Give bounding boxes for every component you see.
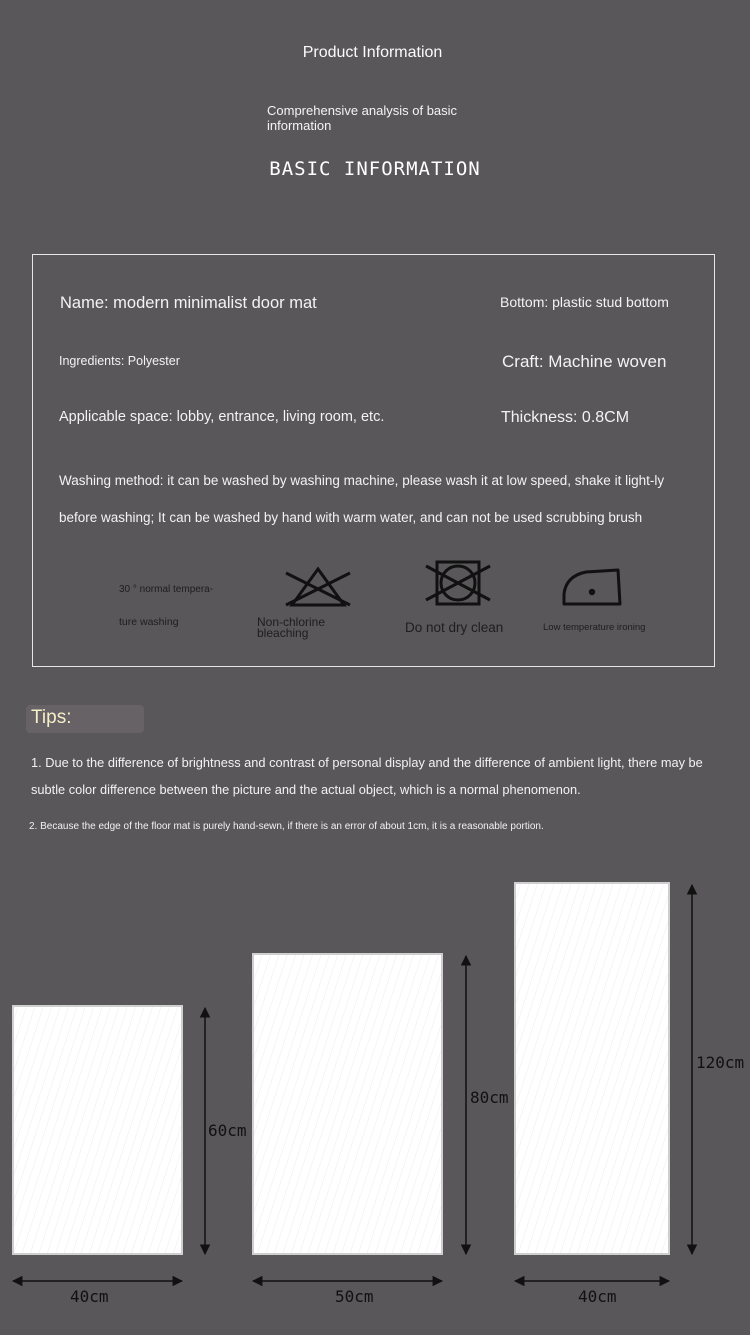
page-title: Product Information xyxy=(302,44,443,61)
care-wash-line2: ture washing xyxy=(119,616,179,628)
tip-1: 1. Due to the difference of brightness and contrast of personal display and the difference of ambient light, there may be subtle color difference between the picture and the actual object, which is a normal phenomenon. xyxy=(31,755,703,797)
mat-large xyxy=(515,883,669,1254)
page-subtitle: Comprehensive analysis of basic information xyxy=(267,103,458,133)
spec-name: Name: modern minimalist door mat xyxy=(60,294,317,312)
care-dryclean: Do not dry clean xyxy=(405,620,504,635)
spec-ingredients: Ingredients: Polyester xyxy=(59,354,180,368)
mat-medium-height: 80cm xyxy=(470,1088,509,1107)
care-bleach-line1: Non-chlorine xyxy=(257,615,326,629)
mat-large-height: 120cm xyxy=(696,1053,745,1072)
tips-label: Tips: xyxy=(31,707,72,728)
mat-large-width: 40cm xyxy=(578,1287,617,1306)
care-bleach-line2: bleaching xyxy=(257,626,309,640)
mat-medium xyxy=(253,954,442,1254)
mat-small-height: 60cm xyxy=(208,1121,247,1140)
spec-thickness: Thickness: 0.8CM xyxy=(501,409,630,426)
mat-medium-width: 50cm xyxy=(335,1287,374,1306)
mat-small-width: 40cm xyxy=(70,1287,109,1306)
spec-craft: Craft: Machine woven xyxy=(502,352,667,371)
tip-2: 2. Because the edge of the floor mat is purely hand-sewn, if there is an error of about 1cm, it is a reasonable portion. xyxy=(29,821,544,832)
spec-space: Applicable space: lobby, entrance, living room, etc. xyxy=(59,409,385,425)
mat-small xyxy=(13,1006,182,1254)
spec-washing: Washing method: it can be washed by washing machine, please wash it at low speed, shake it light-ly before washing; It can be washed by hand with warm water, and can not be used scrubbing brush xyxy=(59,473,665,525)
care-wash-line1: 30 ° normal tempera- xyxy=(119,584,214,595)
section-heading: BASIC INFORMATION xyxy=(269,158,481,180)
care-iron: Low temperature ironing xyxy=(543,622,646,633)
spec-bottom: Bottom: plastic stud bottom xyxy=(500,294,669,310)
